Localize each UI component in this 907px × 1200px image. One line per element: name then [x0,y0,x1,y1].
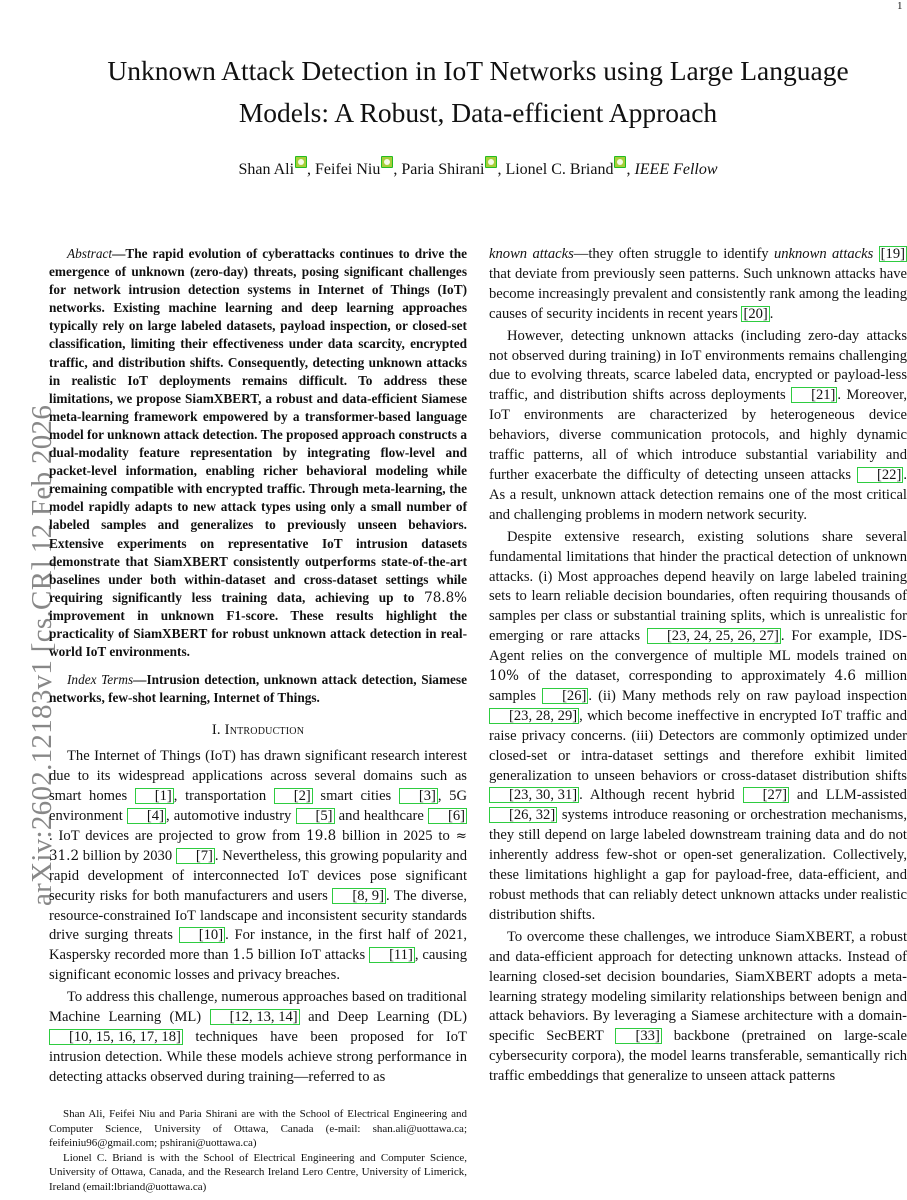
citation-link[interactable]: [10] [179,927,225,943]
citation-link[interactable]: [23, 24, 25, 26, 27] [647,628,781,644]
orcid-icon[interactable] [381,156,393,168]
section-heading: I. Introduction [211,722,305,739]
intro-paragraph-5: To overcome these challenges, we introduce SiamXBERT, a robust and data-efficient approach for detecting unknown attacks. Instead of learning closed-set decision boundaries, SiamXBERT adopts a meta-learning strategy modeling similarity relationships between benign and attack behaviors. By leveraging a Siamese architecture with a domain-specific SecBERT [33] backbone (pretrained on large-scale cybersecurity corpora), the model learns transferable, semantically rich traffic embeddings that generalize to unseen attack patterns [489,928,907,1085]
citation-link[interactable]: [7] [176,848,215,864]
author-list: Shan Ali , Feifei Niu , Paria Shirani , Lionel C. Briand , IEEE Fellow [60,156,896,181]
citation-link[interactable]: [3] [399,788,438,804]
author-suffix: IEEE Fellow [634,161,718,178]
intro-paragraph-3: However, detecting unknown attacks (including zero-day attacks not observed during training) in IoT environments remains challenging due to evolving threats, scarce labeled data, encrypted or payload-less traffic, and distribution shifts across deployments [21] . Moreover, IoT environments are characterized by heterogeneous device behaviors, diverse communication protocols, and highly dynamic traffic patterns, all of which introduce substantial variability and further exacerbate the difficulty of detecting unseen attacks [22] . As a result, unknown attack detection remains one of the most critical and challenging problems in modern network security. [489,327,907,523]
author-name: Lionel C. Briand [505,161,614,178]
index-terms: Index Terms—Intrusion detection, unknown attack detection, Siamese networks, few-shot learning, Internet of Things. [49,672,467,706]
author-name: Shan Ali [238,161,295,178]
citation-link[interactable]: [6] [428,808,467,824]
citation-link[interactable]: [4] [127,808,166,824]
index-terms-lead: Index Terms [67,672,134,688]
citation-link[interactable]: [19] [880,246,905,262]
paper-title: Unknown Attack Detection in IoT Networks using Large Language Models: A Robust, Data-efficient Approach [107,55,849,128]
citation-link[interactable]: [23, 28, 29] [489,708,579,724]
citation-link[interactable]: [23, 30, 31] [489,787,579,803]
intro-paragraph-2: To address this challenge, numerous approaches based on traditional Machine Learning (ML) [12, 13, 14] and Deep Learning (DL) [10, 15, 16, 17, 18] techniques have been proposed for IoT intrusion detection. While these models achieve strong performance in detecting attacks observed during training—referred to as [49,989,467,1085]
citation-link[interactable]: [26, 32] [489,807,557,823]
citation-link[interactable]: [10, 15, 16, 17, 18] [49,1029,183,1045]
citation-link[interactable]: [21] [791,387,837,403]
footnotes [49,1107,467,1195]
citation-link[interactable]: [26] [542,688,588,704]
citation-link[interactable]: [12, 13, 14] [210,1009,300,1025]
citation-link[interactable]: [27] [743,787,789,803]
arxiv-identifier: arXiv:2602.12183v1 [cs.CR] 12 Feb 2026 [26,404,58,906]
orcid-icon[interactable] [295,156,307,168]
page-number: 1 [897,0,903,12]
citation-link[interactable]: [5] [296,808,335,824]
intro-paragraph-4: Despite extensive research, existing solutions share several fundamental limitations that hinder the practical detection of unknown attacks. (i) Most approaches depend heavily on large labeled training sets to learn reliable decision boundaries, often requiring thousands of samples per class or substantial training splits, which is unrealistic for emerging or rare attacks [23, 24, 25, 26, 27] . For example, IDS-Agent relies on the convergence of multiple ML models trained on 10% of the dataset, corresponding to approximately 4.6 million samples [26] . (ii) Many methods rely on raw payload inspection [23, 28, 29] , which become ineffective in encrypted IoT traffic and raise privacy concerns. (iii) Detectors are commonly optimized under closed-set or intra-dataset settings and therefore exhibit limited generalization to unseen behaviors or cross-dataset distribution shifts [23, 30, 31] . Although recent hybrid [27] and LLM-assisted [26, 32] systems introduce reasoning or orchestration mechanisms, they still depend on large labeled downstream training data and do not inherently address few-shot or open-set generalization. Collectively, these limitations highlight a gap for payload-free, data-efficient, and robust methods that can reliably detect unknown attacks under realistic distribution shifts. [489,528,907,923]
citation-link[interactable]: [8, 9] [332,888,386,904]
abstract: Abstract—The rapid evolution of cyberattacks continues to drive the emergence of unknown (zero-day) threats, posing significant challenges for network intrusion detection systems in Internet of Things (IoT) networks. Existing machine learning and deep learning approaches typically rely on large labeled datasets, payload inspection, or closed-set classification, limiting their effectiveness under data scarcity, encrypted traffic, and distribution shifts. Consequently, detecting unknown attacks in realistic IoT deployments remains difficult. To address these limitations, we propose SiamXBERT, a robust and data-efficient Siamese meta-learning framework empowered by a transformer-based language model for unknown attack detection. The proposed approach constructs a dual-modality feature representation by integrating flow-level and packet-level information, enabling richer behavioral modeling while remaining compatible with encrypted traffic. Through meta-learning, the model rapidly adapts to new attack types using only a small number of labeled samples and generalizes to previously unseen behaviors. Extensive experiments on representative IoT intrusion datasets demonstrate that SiamXBERT consistently outperforms state-of-the-art baselines under both within-dataset and cross-dataset settings while requiring significantly less training data, achieving up to 78.8% improvement in unknown F1-score. These results highlight the practicality of SiamXBERT for robust unknown attack detection in real-world IoT environments. [49,246,467,660]
left-column [49,245,467,1088]
citation-link[interactable]: [11] [369,947,415,963]
footnote-affiliation-2: Lionel C. Briand is with the School of Electrical Engineering and Computer Science, University of Ottawa, Canada, and the Research Ireland Lero Centre, University of Limerick, Ireland (email:lbriand@uottawa.ca) [49,1151,467,1193]
orcid-icon[interactable] [614,156,626,168]
author-name: Paria Shirani [401,161,485,178]
author-name: Feifei Niu [315,161,381,178]
improvement-value: 78.8% [424,589,467,606]
intro-paragraph-2-continued: known attacks—they often struggle to identify unknown attacks [19] that deviate from previously seen patterns. Such unknown attacks have become increasingly prevalent and consistently rank among the leading causes of security incidents in recent years [20] . [489,246,907,322]
intro-paragraph-1: The Internet of Things (IoT) has drawn significant research interest due to its widespread applications across several domains such as smart homes [1] , transportation [2] smart cities [3] , 5G environment [4] , automotive industry [5] and healthcare [6]. IoT devices are projected to grow from 19.8 billion in 2025 to ≈ 31.2 billion by 2030 [7] . Nevertheless, this growing popularity and rapid development of interconnected IoT devices pose significant security risks for both manufacturers and users [8, 9] . The diverse, resource-constrained IoT landscape and inconsistent security standards drive surging threats [10] . For instance, in the first half of 2021, Kaspersky recorded more than 1.5 billion IoT attacks [11] , causing significant economic losses and privacy breaches. [49,748,467,984]
citation-link[interactable]: [2] [274,788,313,804]
citation-link[interactable]: [22] [857,467,903,483]
footnote-affiliation-1: Shan Ali, Feifei Niu and Paria Shirani are with the School of Electrical Engineering and Computer Science, University of Ottawa, Canada (e-mail: shan.ali@uottawa.ca; feifeiniu96@gmail.com; pshirani@uottawa.ca) [49,1108,467,1150]
orcid-icon[interactable] [485,156,497,168]
citation-link[interactable]: [20] [743,305,768,322]
citation-link[interactable]: [33] [615,1028,661,1044]
right-column [489,245,907,1087]
citation-link[interactable]: [1] [135,788,174,804]
abstract-lead: Abstract [67,246,113,261]
